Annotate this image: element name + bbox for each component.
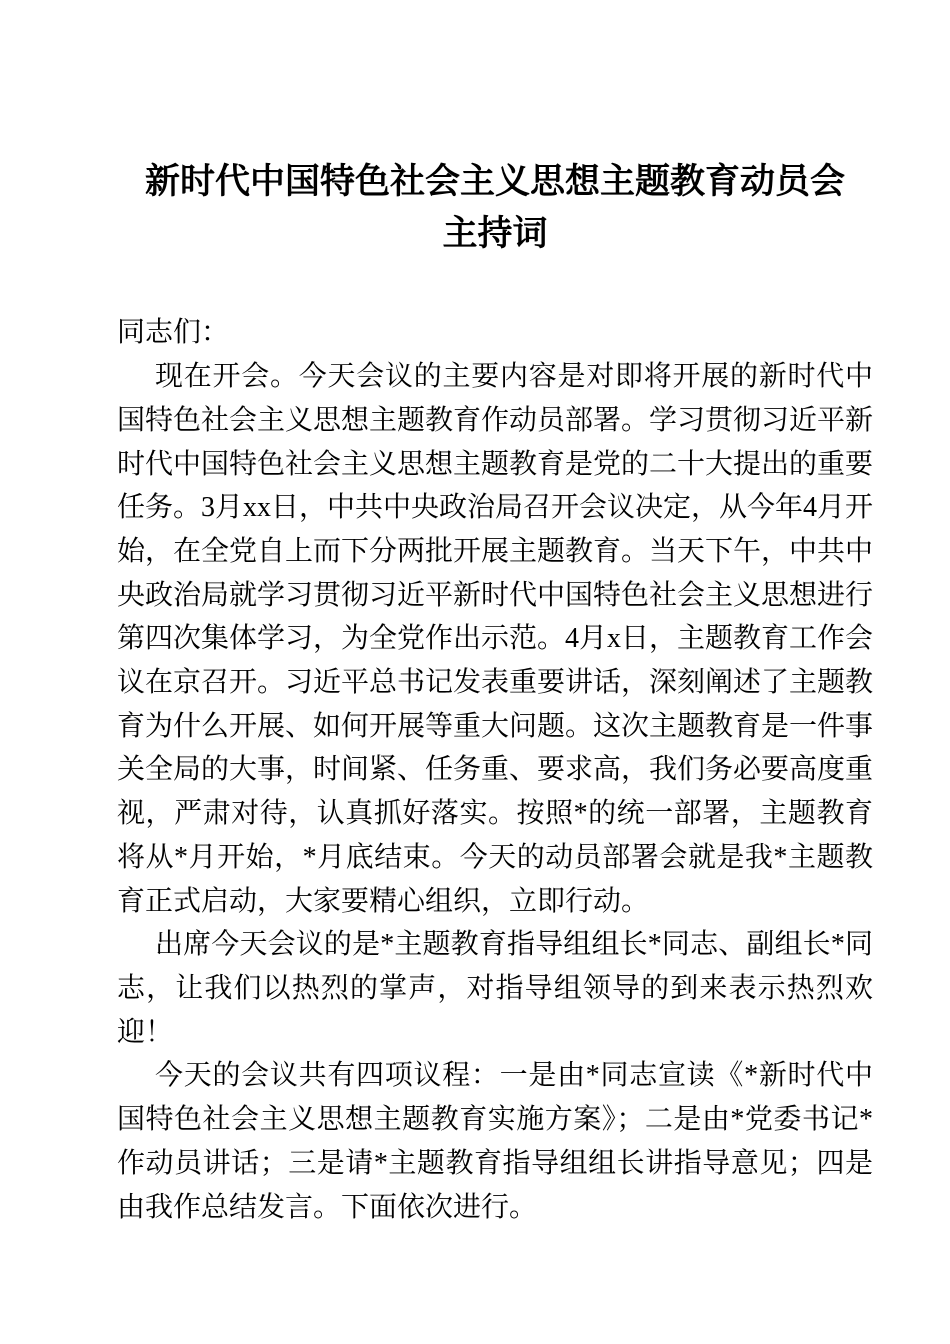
document-body xyxy=(117,311,873,1229)
paragraph-agenda: 今天的会议共有四项议程：一是由*同志宣读《*新时代中国特色社会主义思想主题教育实施方案》；二是由*党委书记*作动员讲话；三是请*主题教育指导组组长讲指导意见；四是由我作总结发言。下面依次进行。 xyxy=(117,1060,873,1223)
document-title xyxy=(117,156,873,260)
paragraph-attendees: 出席今天会议的是*主题教育指导组组长*同志、副组长*同志，让我们以热烈的掌声，对指导组领导的到来表示热烈欢迎！ xyxy=(117,929,873,1048)
paragraph-opening: 现在开会。今天会议的主要内容是对即将开展的新时代中国特色社会主义思想主题教育作动员部署。学习贯彻习近平新时代中国特色社会主义思想主题教育是党的二十大提出的重要任务。3月xx日，中共中央政治局召开会议决定，从今年4月开始，在全党自上而下分两批开展主题教育。当天下午，中共中央政治局就学习贯彻习近平新时代中国特色社会主义思想进行第四次集体学习，为全党作出示范。4月x日，主题教育工作会议在京召开。习近平总书记发表重要讲话，深刻阐述了主题教育为什么开展、如何开展等重大问题。这次主题教育是一件事关全局的大事，时间紧、任务重、要求高，我们务必要高度重视，严肃对待，认真抓好落实。按照*的统一部署，主题教育将从*月开始，*月底结束。今天的动员部署会就是我*主题教育正式启动，大家要精心组织，立即行动。 xyxy=(117,361,874,917)
paragraph-salutation: 同志们： xyxy=(117,317,230,349)
title-line-1: 新时代中国特色社会主义思想主题教育动员会 xyxy=(144,162,845,202)
title-line-2: 主持词 xyxy=(442,214,548,254)
